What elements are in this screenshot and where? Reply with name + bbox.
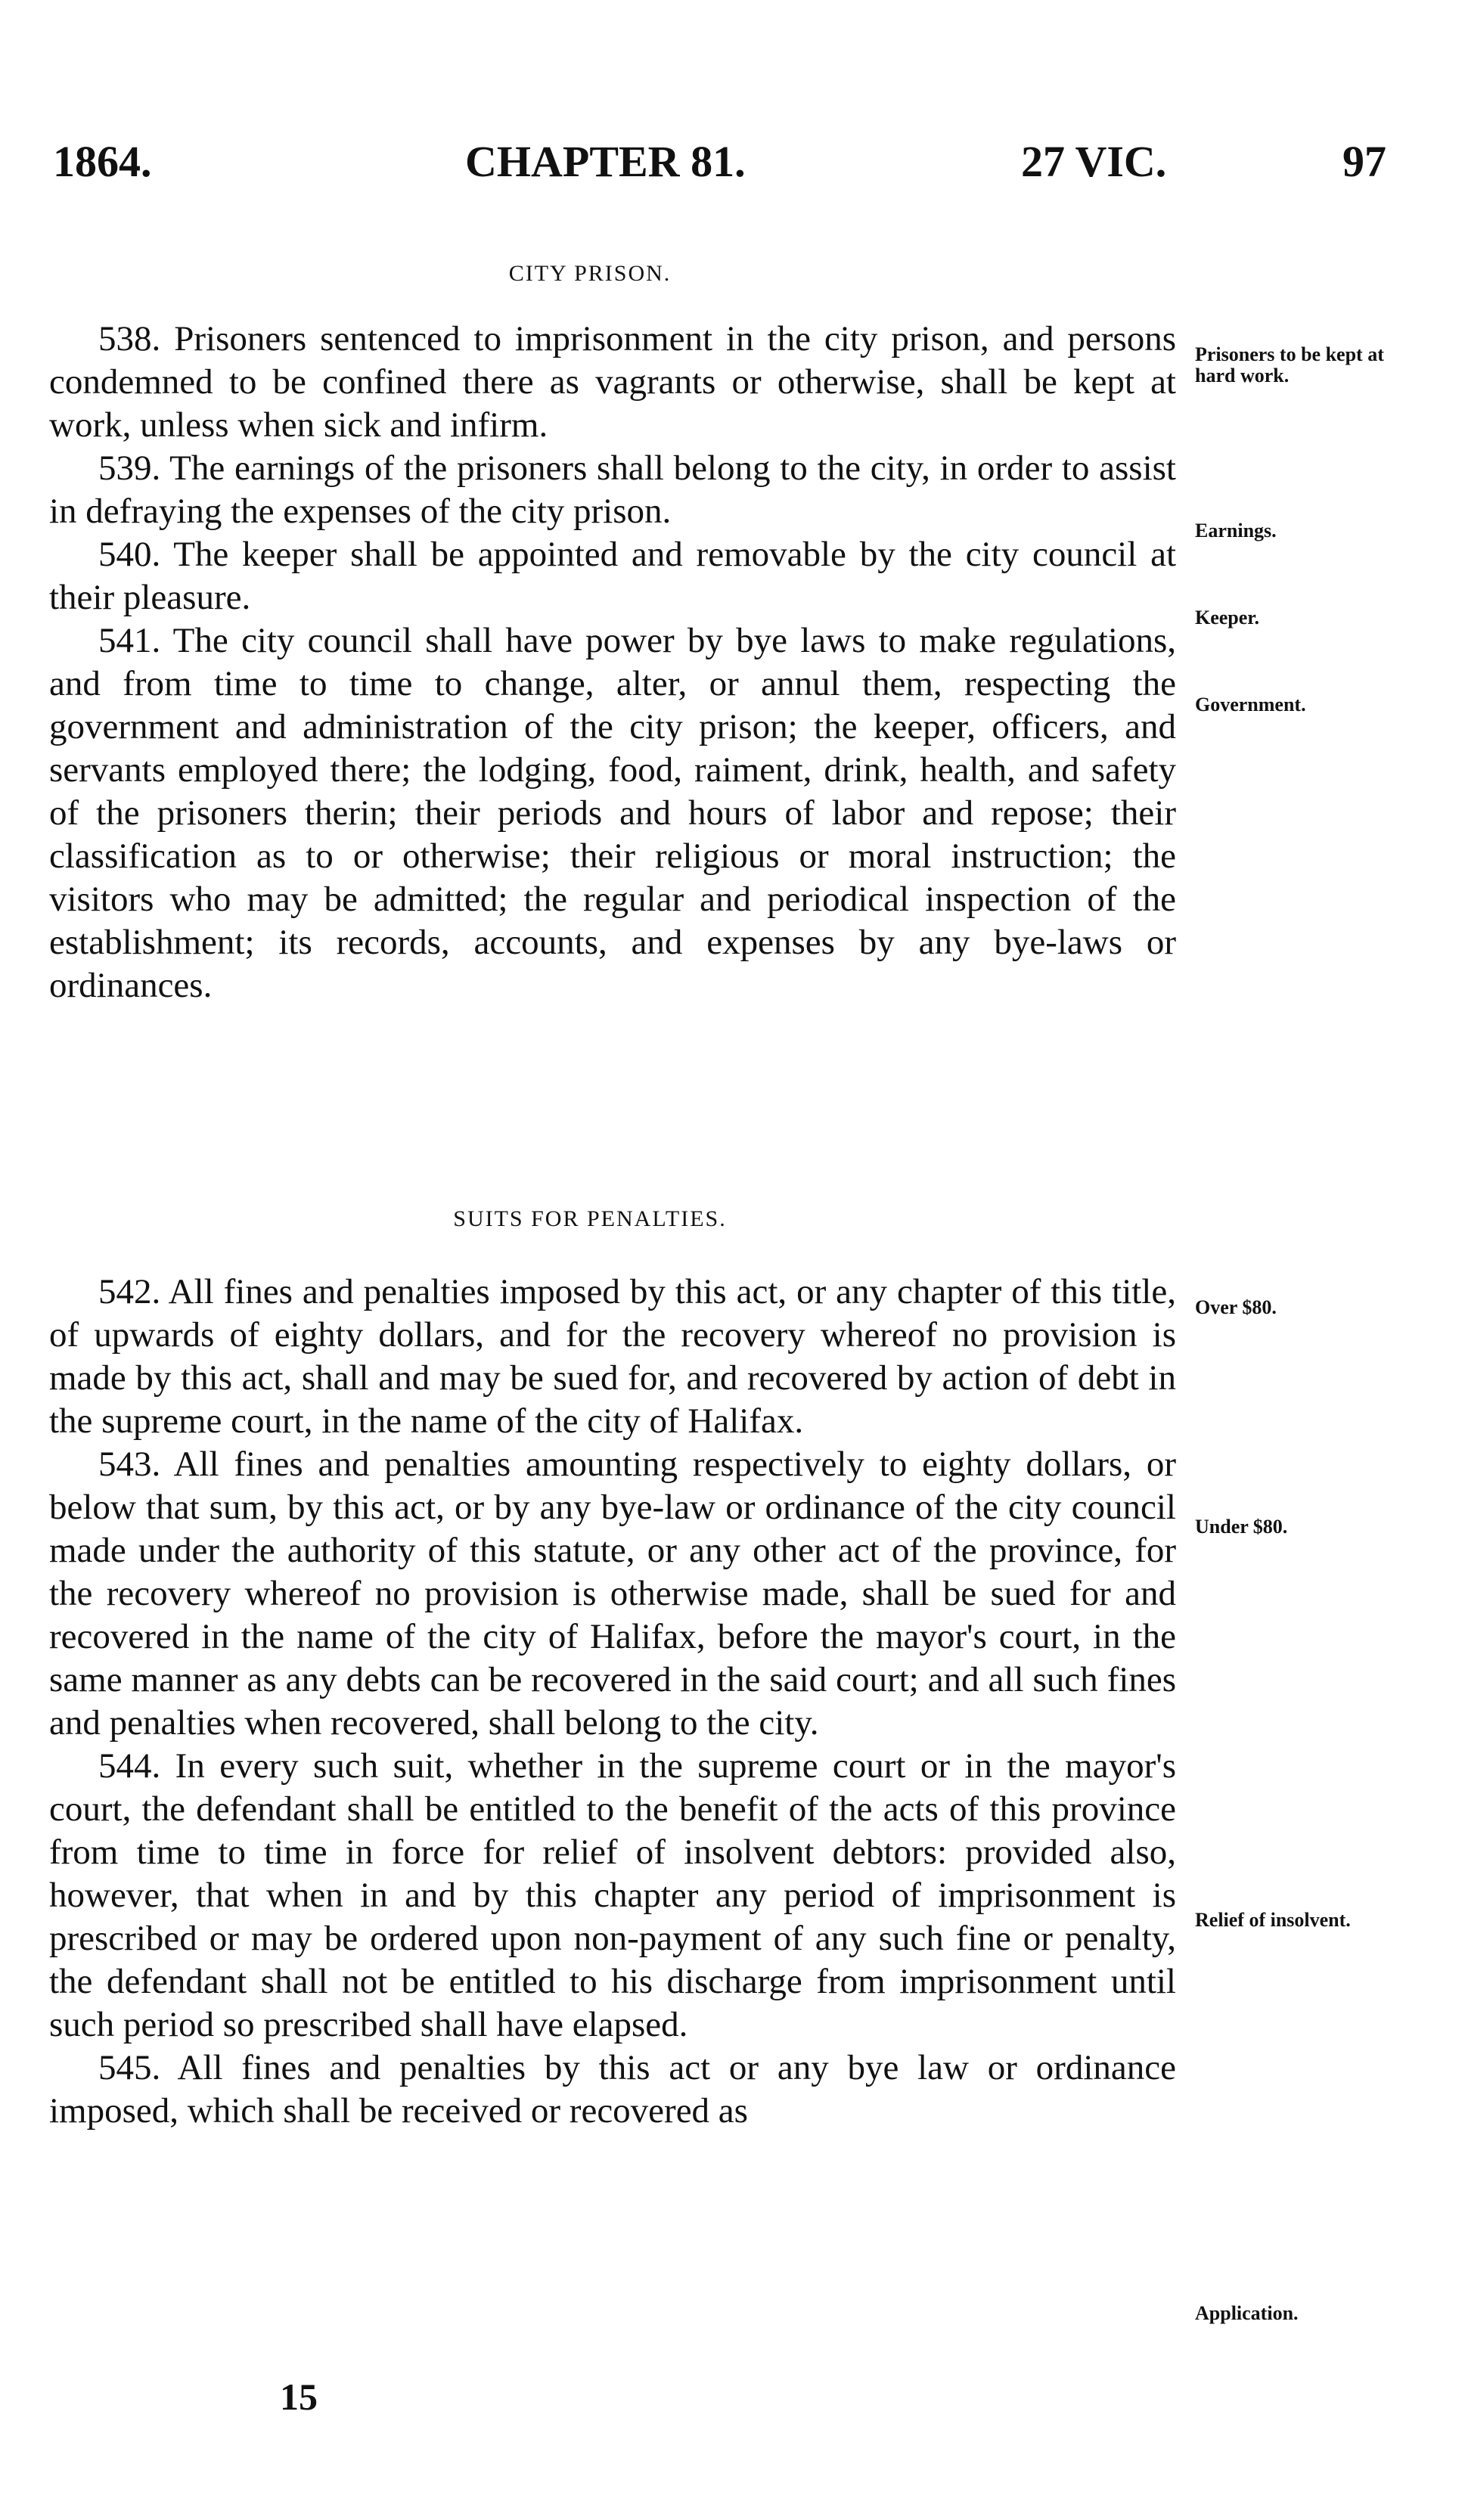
running-header	[53, 136, 1414, 197]
section-538	[49, 318, 1176, 447]
margin-note-544: Relief of insolvent.	[1195, 1909, 1351, 1931]
section-text: The earnings of the prisoners shall belong to the city, in order to assist in defraying the expenses of the city prison.	[49, 448, 1176, 531]
city-prison-sections	[49, 318, 1176, 1007]
section-heading-city-prison: CITY PRISON.	[508, 261, 672, 286]
margin-note-538: Prisoners to be kept at hard work.	[1195, 343, 1384, 386]
section-text: All fines and penalties imposed by this act, or any chapter of this title, of upwards of eighty dollars, and for the recovery whereof no provision is made by this act, shall and may be sued for, and recovered by action of debt in the supreme court, in the name of the city of Halifax.	[49, 1272, 1176, 1441]
section-542	[49, 1271, 1176, 1443]
suits-sections	[49, 1271, 1176, 2133]
section-544	[49, 1745, 1176, 2047]
section-number: 539.	[98, 448, 161, 488]
header-chapter: CHAPTER 81.	[465, 137, 746, 186]
margin-note-539: Earnings.	[1195, 520, 1277, 542]
header-reign: 27 VIC.	[1021, 137, 1167, 186]
section-number: 538.	[98, 319, 161, 358]
section-number: 542.	[98, 1272, 161, 1311]
printer-signature-mark: 15	[280, 2376, 318, 2418]
section-text: In every such suit, whether in the supreme court or in the mayor's court, the defendant shall be entitled to the benefit of the acts of this province from time to time in force for relief of insolvent debtors: provided also, however, that when in and by this chapter any period of imprisonment is prescribed or may be ordered upon non-payment of any such fine or penalty, the defendant shall not be entitled to his discharge from imprisonment until such period so prescribed shall have elapsed.	[49, 1746, 1177, 2044]
section-text: All fines and penalties by this act or any bye law or ordinance imposed, which shall be received or recovered as	[49, 2048, 1176, 2131]
margin-note-545: Application.	[1195, 2302, 1299, 2324]
section-number: 543.	[98, 1445, 161, 1484]
section-545	[49, 2047, 1176, 2133]
section-text: Prisoners sentenced to imprisonment in the city prison, and persons condemned to be confined there as vagrants or otherwise, shall be kept at work, unless when sick and infirm.	[49, 319, 1177, 445]
section-number: 540.	[98, 535, 161, 574]
section-539	[49, 447, 1176, 533]
section-text: The city council shall have power by bye laws to make regulations, and from time to time to change, alter, or annul them, respecting the government and administration of the city prison; the keeper, officers, and servants employed there; the lodging, food, raiment, drink, health, and safety of the prisoners therin; their periods and hours of labor and repose; their classification as to or otherwise; their religious or moral instruction; the visitors who may be admitted; the regular and periodical inspection of the establishment; its records, accounts, and expenses by any bye-laws or ordinances.	[49, 621, 1176, 1005]
section-text: The keeper shall be appointed and removable by the city council at their pleasure.	[49, 535, 1177, 617]
section-540	[49, 533, 1176, 619]
section-heading-suits-for-penalties: SUITS FOR PENALTIES.	[453, 1206, 727, 1231]
header-year: 1864.	[53, 137, 152, 186]
section-text: All fines and penalties amounting respectively to eighty dollars, or below that sum, by this act, or by any bye-law or ordinance of the city council made under the authority of this statute, or any other act of the province, for the recovery whereof no provision is otherwise made, shall be sued for and recovered in the name of the city of Halifax, before the mayor's court, in the same manner as any debts can be recovered in the said court; and all such fines and penalties when recovered, shall belong to the city.	[49, 1445, 1176, 1743]
margin-note-541: Government.	[1195, 694, 1306, 715]
section-number: 545.	[98, 2048, 161, 2087]
section-number: 541.	[98, 621, 161, 660]
margin-note-540: Keeper.	[1195, 607, 1259, 628]
page-number: 97	[1342, 137, 1386, 186]
margin-note-542: Over $80.	[1195, 1296, 1277, 1318]
section-541	[49, 619, 1176, 1007]
margin-note-543: Under $80.	[1195, 1516, 1288, 1538]
section-number: 544.	[98, 1746, 161, 1786]
section-543	[49, 1443, 1176, 1745]
